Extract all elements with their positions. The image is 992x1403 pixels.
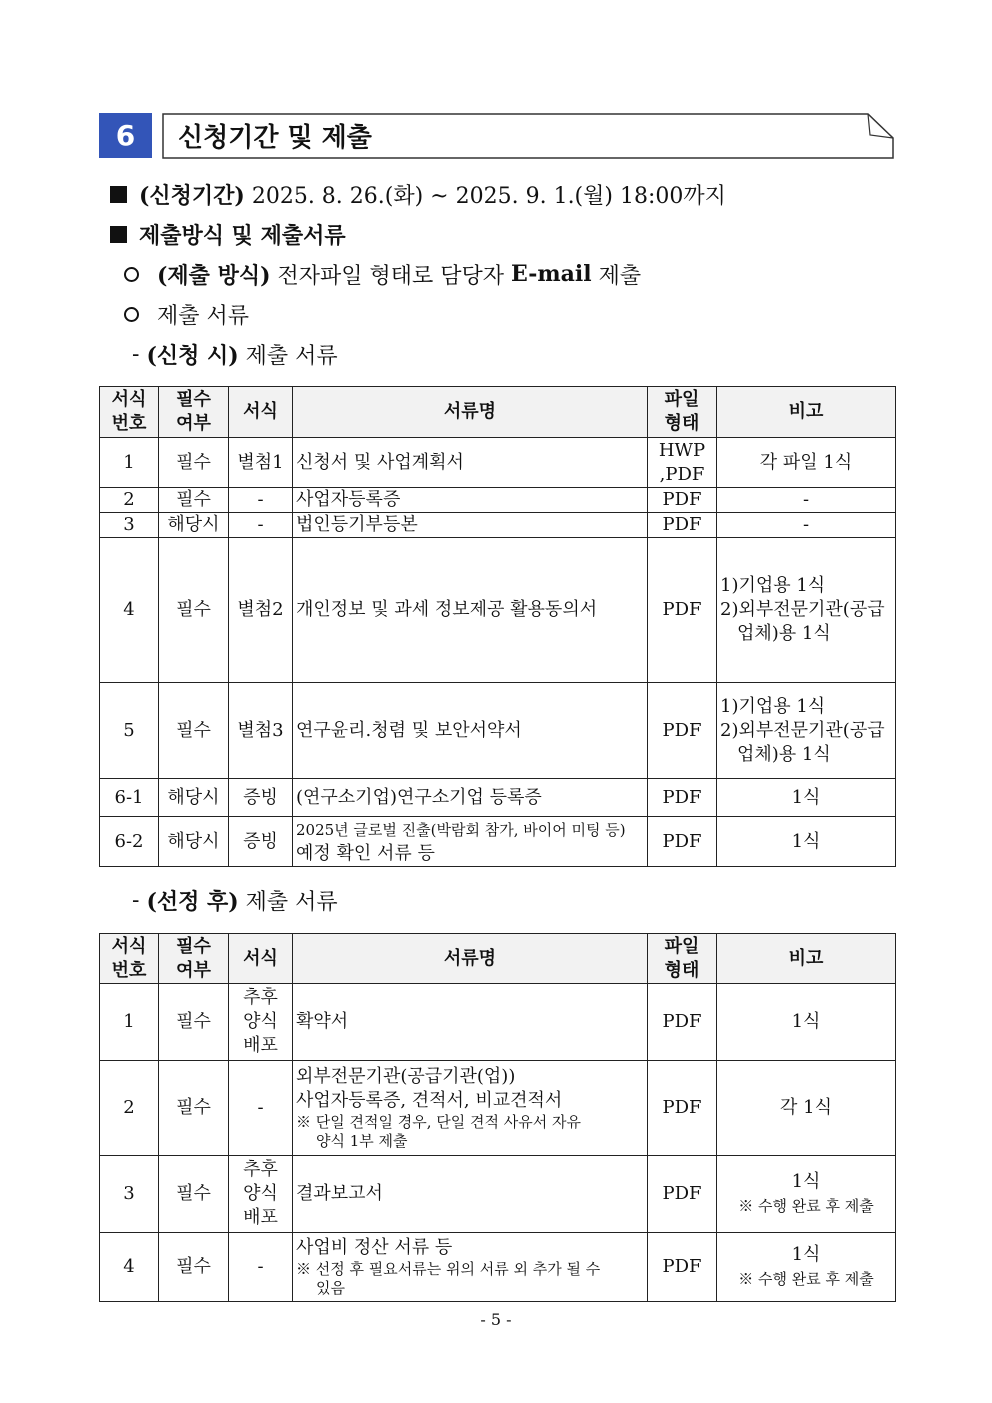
table-header-row: [100, 934, 896, 984]
cell-note: 1식 ※ 수행 완료 후 제출: [717, 1156, 896, 1233]
header-no: 서식 번호: [100, 934, 159, 984]
cell-file-type: PDF: [648, 1061, 717, 1156]
cell-file-type: PDF: [648, 683, 717, 779]
cell-doc-name: 신청서 및 사업계획서: [293, 438, 648, 488]
cell-form: -: [229, 1233, 293, 1302]
cell-required: 필수: [159, 1061, 229, 1156]
section-title: 신청기간 및 제출: [178, 123, 372, 153]
cell-form: 별첨2: [229, 538, 293, 683]
cell-no: 6-1: [100, 779, 159, 817]
cell-required: 해당시: [159, 817, 229, 867]
cell-form: 추후 양식 배포: [229, 1156, 293, 1233]
table-row: [100, 1233, 896, 1302]
page-number: - 5 -: [480, 1310, 512, 1329]
cell-required: 필수: [159, 538, 229, 683]
cell-doc-name: 법인등기부등본: [293, 513, 648, 538]
cell-no: 5: [100, 683, 159, 779]
cell-file-type: PDF: [648, 488, 717, 513]
sub2-prefix: -: [132, 887, 147, 913]
table-row: [100, 817, 896, 867]
cell-doc-name: 개인정보 및 과세 정보제공 활용동의서: [293, 538, 648, 683]
cell-file-type: PDF: [648, 984, 717, 1061]
header-doc-name: 서류명: [293, 387, 648, 438]
period-line: [110, 178, 726, 210]
cell-file-type: PDF: [648, 779, 717, 817]
table-row: [100, 538, 896, 683]
cell-doc-name: 사업비 정산 서류 등 ※ 선정 후 필요서류는 위의 서류 외 추가 될 수 있음: [293, 1233, 648, 1302]
method-label: (제출 방식): [157, 262, 271, 289]
cell-note: -: [717, 488, 896, 513]
cell-required: 필수: [159, 488, 229, 513]
cell-required: 필수: [159, 1233, 229, 1302]
table-row: [100, 488, 896, 513]
header-file-type: 파일 형태: [648, 387, 717, 438]
table-row: [100, 683, 896, 779]
table-row: [100, 1156, 896, 1233]
table-on-application: [99, 386, 896, 867]
cell-no: 1: [100, 984, 159, 1061]
header-required: 필수 여부: [159, 387, 229, 438]
cell-note: 1식: [717, 779, 896, 817]
sub1-prefix: -: [132, 341, 147, 367]
cell-no: 2: [100, 1061, 159, 1156]
sub2-text: 제출 서류: [245, 889, 338, 915]
cell-note: 1식 ※ 수행 완료 후 제출: [717, 1233, 896, 1302]
header-form: 서식: [229, 934, 293, 984]
section-number: 6: [99, 113, 152, 158]
cell-form: 추후 양식 배포: [229, 984, 293, 1061]
cell-doc-name: 연구윤리.청렴 및 보안서약서: [293, 683, 648, 779]
cell-required: 해당시: [159, 513, 229, 538]
cell-no: 3: [100, 1156, 159, 1233]
cell-form: 별첨3: [229, 683, 293, 779]
table-after-selection: [99, 933, 896, 1302]
header-required: 필수 여부: [159, 934, 229, 984]
cell-note: 1식: [717, 817, 896, 867]
header-form: 서식: [229, 387, 293, 438]
cell-form: 별첨1: [229, 438, 293, 488]
submit-heading-line: [110, 218, 346, 250]
cell-doc-name: (연구소기업)연구소기업 등록증: [293, 779, 648, 817]
cell-required: 필수: [159, 984, 229, 1061]
cell-file-type: PDF: [648, 1156, 717, 1233]
cell-file-type: PDF: [648, 538, 717, 683]
cell-note: 1)기업용 1식 2)외부전문기관(공급 업체)용 1식: [717, 538, 896, 683]
table-row: [100, 779, 896, 817]
cell-file-type: PDF: [648, 817, 717, 867]
header-note: 비고: [717, 934, 896, 984]
cell-form: -: [229, 513, 293, 538]
sub1-text: 제출 서류: [245, 343, 338, 369]
cell-note: 1식: [717, 984, 896, 1061]
table-row: [100, 984, 896, 1061]
period-text: 2025. 8. 26.(화) ~ 2025. 9. 1.(월) 18:00까지: [251, 183, 726, 209]
header-file-type: 파일 형태: [648, 934, 717, 984]
sub1-label: (신청 시): [146, 342, 239, 369]
docs-line: [124, 298, 249, 330]
header-note: 비고: [717, 387, 896, 438]
cell-required: 필수: [159, 683, 229, 779]
cell-required: 필수: [159, 438, 229, 488]
cell-file-type: PDF: [648, 513, 717, 538]
sub1-line: [132, 338, 338, 370]
table-row: [100, 1061, 896, 1156]
submit-heading: 제출방식 및 제출서류: [139, 222, 346, 249]
cell-doc-name: 사업자등록증: [293, 488, 648, 513]
circle-bullet-icon: [124, 307, 139, 322]
cell-note: -: [717, 513, 896, 538]
cell-doc-name: 확약서: [293, 984, 648, 1061]
table-header-row: [100, 387, 896, 438]
sub2-label: (선정 후): [146, 888, 239, 915]
method-line: [124, 258, 641, 290]
cell-no: 4: [100, 538, 159, 683]
cell-no: 2: [100, 488, 159, 513]
square-bullet-icon: [110, 226, 127, 243]
header-doc-name: 서류명: [293, 934, 648, 984]
cell-no: 1: [100, 438, 159, 488]
cell-note: 각 1식: [717, 1061, 896, 1156]
cell-no: 6-2: [100, 817, 159, 867]
cell-file-type: HWP ,PDF: [648, 438, 717, 488]
cell-required: 필수: [159, 1156, 229, 1233]
method-end: 제출: [598, 263, 642, 289]
cell-doc-name: 2025년 글로벌 진출(박람회 참가, 바이어 미팅 등) 예정 확인 서류 등: [293, 817, 648, 867]
cell-no: 4: [100, 1233, 159, 1302]
table-row: [100, 438, 896, 488]
cell-form: -: [229, 488, 293, 513]
method-text: 전자파일 형태로 담당자: [277, 263, 505, 289]
cell-doc-name: 결과보고서: [293, 1156, 648, 1233]
header-no: 서식 번호: [100, 387, 159, 438]
cell-note: 1)기업용 1식 2)외부전문기관(공급 업체)용 1식: [717, 683, 896, 779]
table-row: [100, 513, 896, 538]
method-email: E-mail: [511, 261, 592, 287]
square-bullet-icon: [110, 186, 127, 203]
sub2-line: [132, 884, 338, 916]
circle-bullet-icon: [124, 267, 139, 282]
cell-no: 3: [100, 513, 159, 538]
cell-note: 각 파일 1식: [717, 438, 896, 488]
cell-doc-name: 외부전문기관(공급기관(업)) 사업자등록증, 견적서, 비교견적서 ※ 단일 견적일 경우, 단일 견적 사유서 자유 양식 1부 제출: [293, 1061, 648, 1156]
cell-form: 증빙: [229, 779, 293, 817]
cell-form: 증빙: [229, 817, 293, 867]
cell-required: 해당시: [159, 779, 229, 817]
cell-file-type: PDF: [648, 1233, 717, 1302]
cell-form: -: [229, 1061, 293, 1156]
period-label: (신청기간): [139, 182, 245, 209]
docs-heading: 제출 서류: [157, 303, 250, 329]
